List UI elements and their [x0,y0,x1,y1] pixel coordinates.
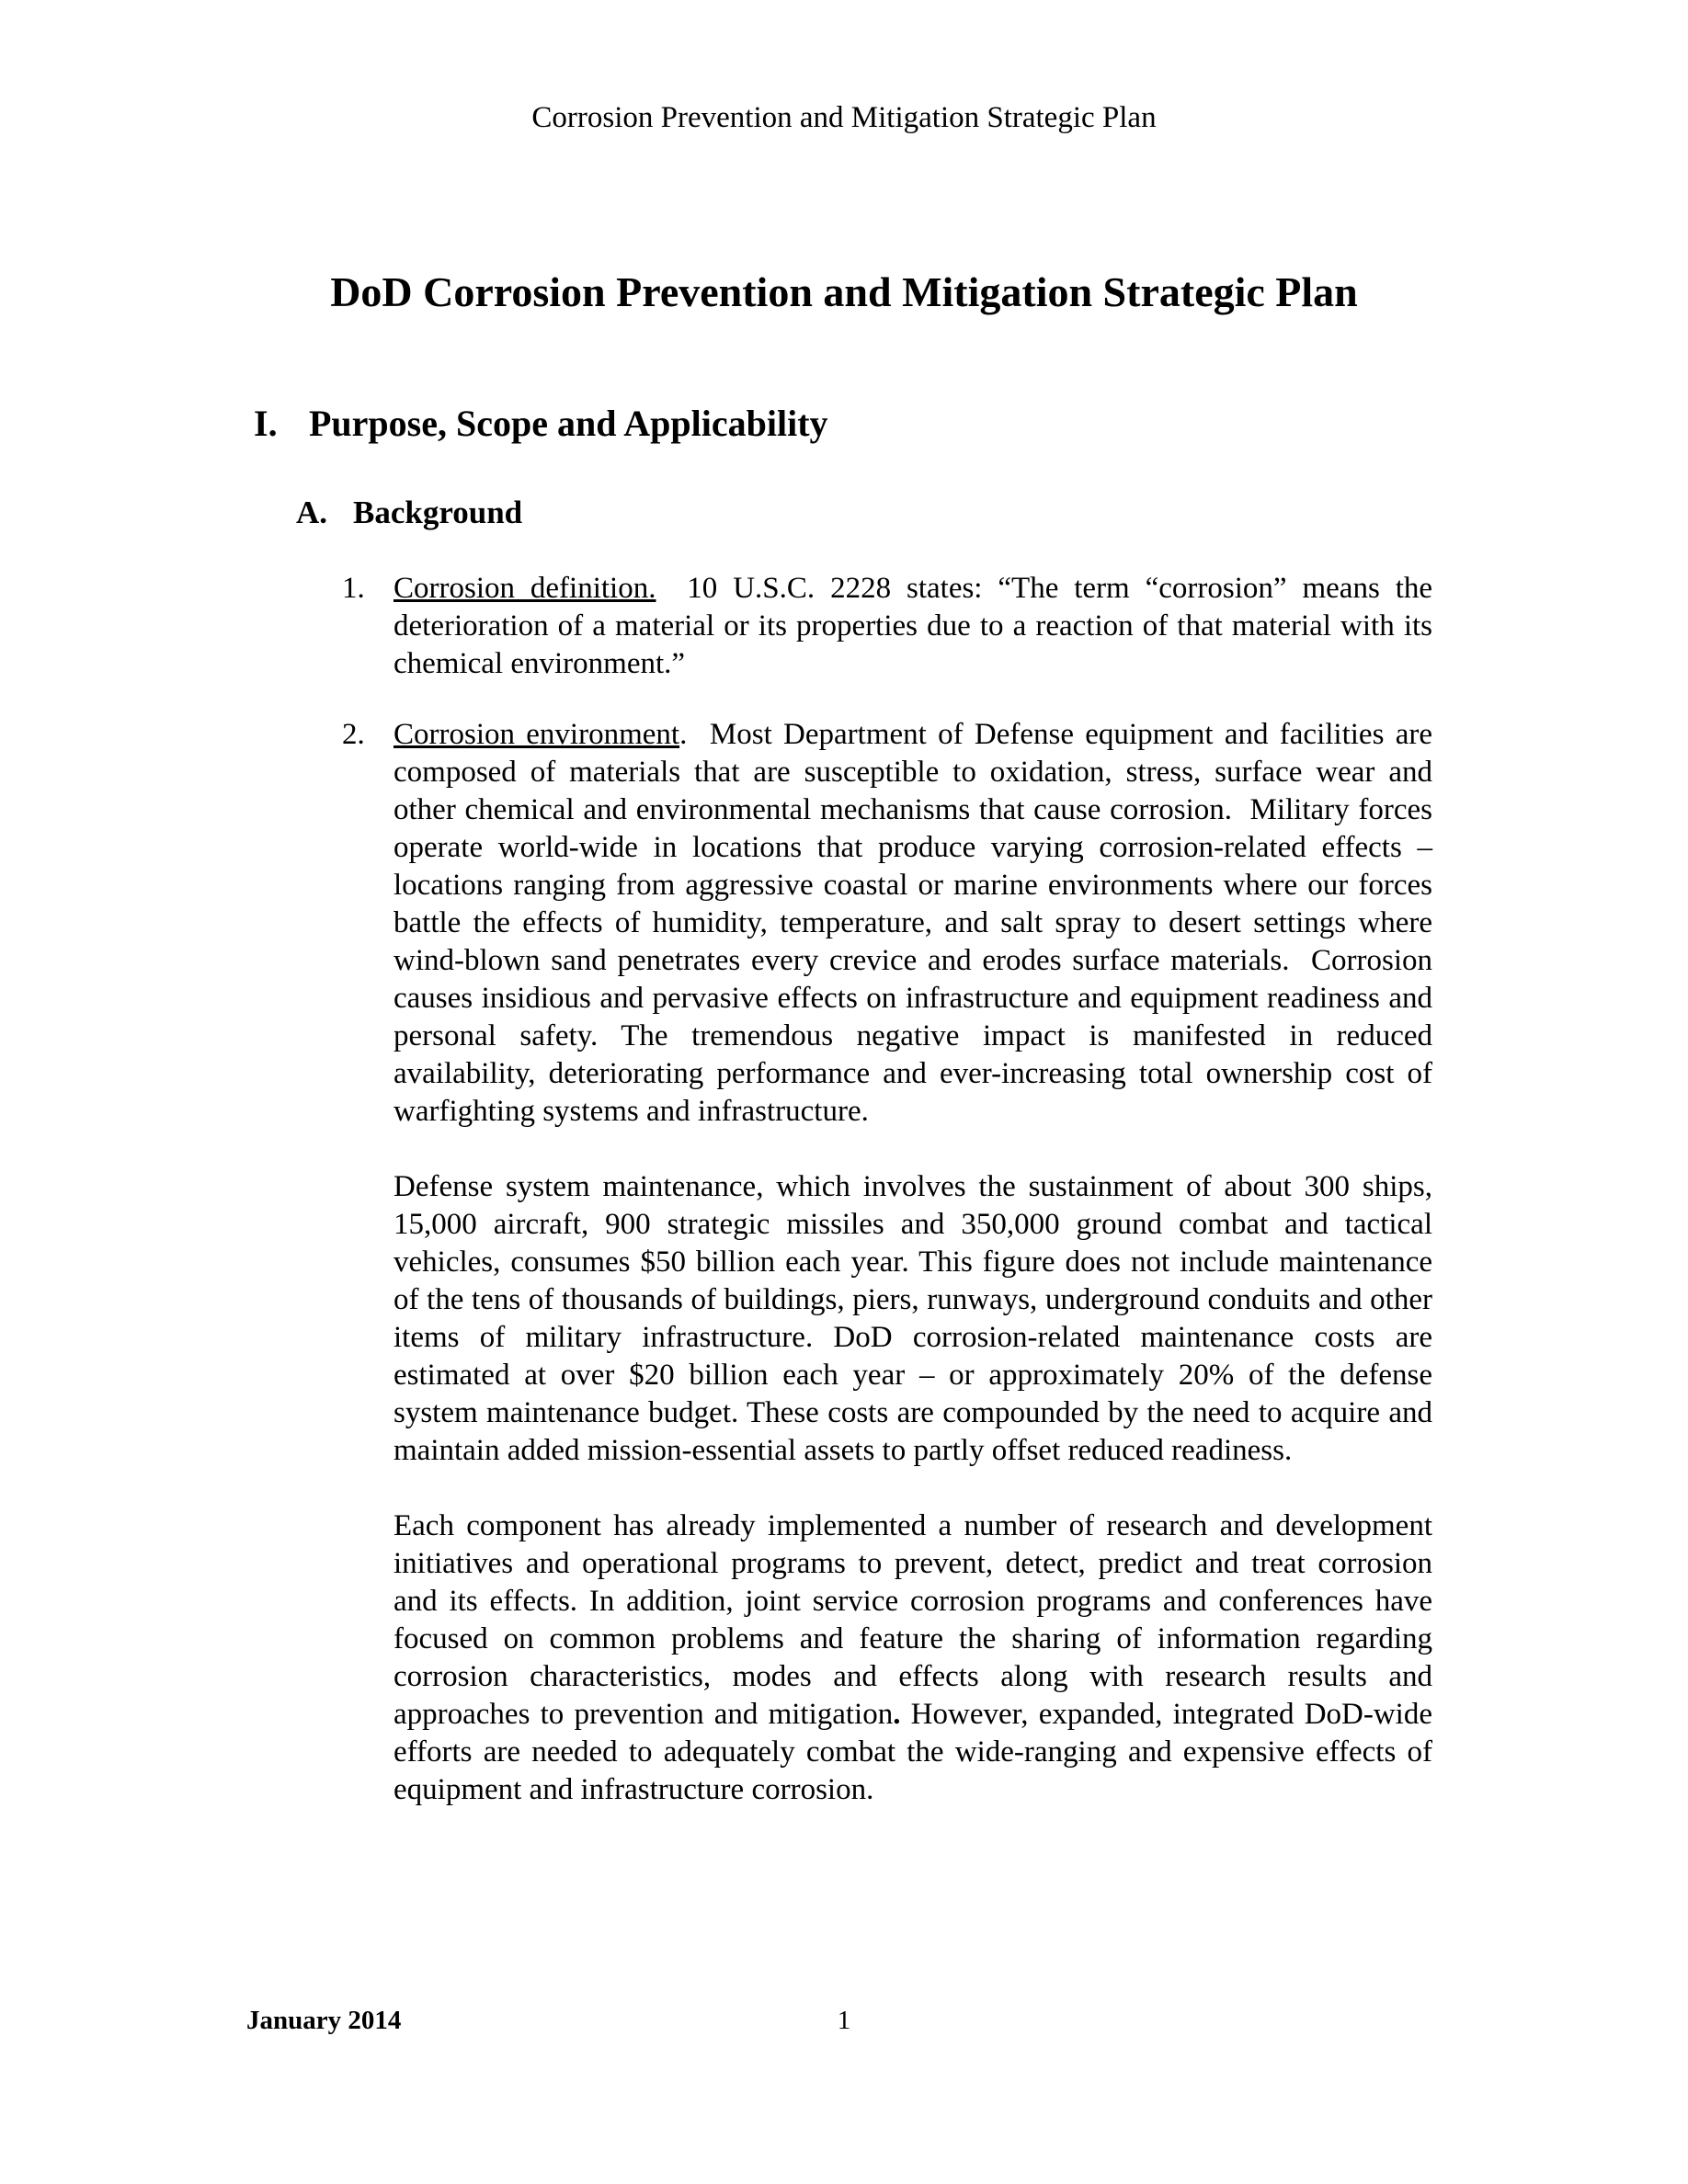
list-item-body [393,716,1441,1809]
bold-period: . [893,1698,901,1731]
section-title: Purpose, Scope and Applicability [309,403,828,444]
item-text: 10 U.S.C. 2228 states: “The term “corrosion” means the deterioration of a material or its properties due to a reaction of that material with its chemical environment.” [393,572,1441,680]
list-item-body [393,570,1441,683]
document-title: DoD Corrosion Prevention and Mitigation Strategic Plan [330,268,1358,315]
list-item-corrosion-environment [342,716,1441,1809]
paragraph [393,716,1441,1131]
section-number: I. [254,403,278,444]
paragraph-text-continued: However, expanded, integrated DoD-wide efforts are needed to adequately combat the wide-ranging and expensive effects of equipment and infrastructure corrosion. [393,1698,1432,1806]
paragraph [393,1507,1432,1809]
subsection-letter: A. [296,495,328,530]
paragraph [393,570,1441,683]
item-text: . Most Department of Defense equipment and facilities are composed of materials that are susceptible to oxidation, stress, surface wear and other chemical and environmental mechanisms that cause corrosion. Military forces operate world-wide in locations that produce varying corrosion-related effects – locations ranging from aggressive coastal or marine environments where our forces battle the effects of humidity, temperature, and salt spray to desert settings where wind-blown sand penetrates every crevice and erodes surface materials. Corrosion causes insidious and pervasive effects on infrastructure and equipment readiness and personal safety. The tremendous negative impact is manifested in reduced availability, deteriorating performance and ever-increasing total ownership cost of warfighting systems and infrastructure. [393,718,1441,1128]
list-item-number: 2. [342,718,365,751]
paragraph-text: Each component has already implemented a number of research and development initiatives and operational programs to prevent, detect, predict and treat corrosion and its effects. In addition, joint service corrosion programs and conferences have focused on common problems and feature the sharing of information regarding corrosion characteristics, modes and effects along with research results and approaches to prevention and mitigation [393,1509,1432,1731]
paragraph: Defense system maintenance, which involves the sustainment of about 300 ships, 15,000 aircraft, 900 strategic missiles and 350,000 ground combat and tactical vehicles, consumes $50 billion each year. This figure does not include maintenance of the tens of thousands of buildings, piers, runways, underground conduits and other items of military infrastructure. DoD corrosion-related maintenance costs are estimated at over $20 billion each year – or approximately 20% of the defense system maintenance budget. These costs are compounded by the need to acquire and maintain added mission-essential assets to partly offset reduced readiness. [393,1170,1432,1467]
subsection-title: Background [353,495,523,530]
subsection-heading [296,493,522,533]
running-header: Corrosion Prevention and Mitigation Strategic Plan [531,101,1157,134]
list-item-number: 1. [342,572,365,605]
footer-date: January 2014 [246,2006,402,2035]
list-item-corrosion-definition [342,570,1441,683]
item-term: Corrosion environment [393,718,680,751]
item-term: Corrosion definition. [393,572,656,605]
page-number: 1 [837,2006,851,2035]
section-heading [254,401,828,447]
